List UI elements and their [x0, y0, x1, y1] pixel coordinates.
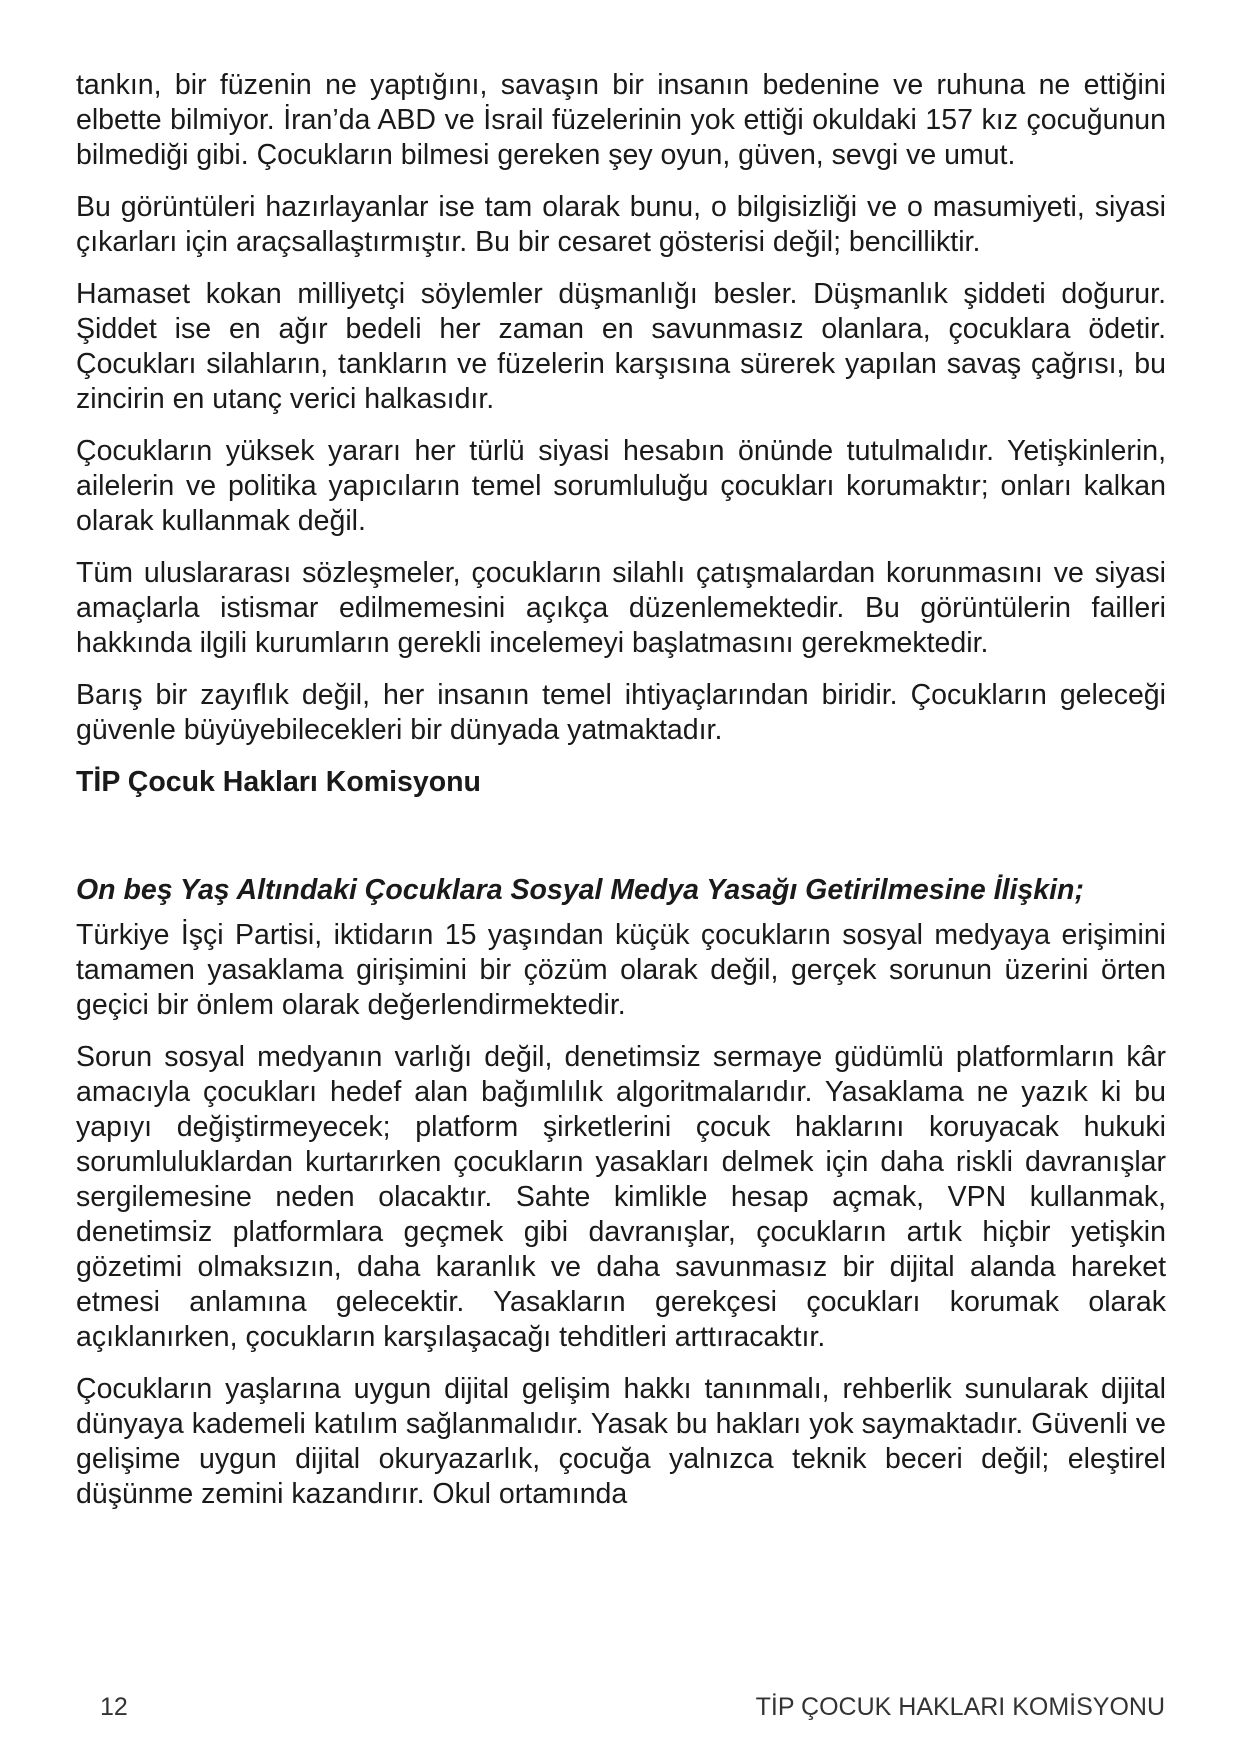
page-number: 12 [100, 1693, 128, 1721]
paragraph: Türkiye İşçi Partisi, iktidarın 15 yaşından küçük çocukların sosyal medyaya erişimini tamamen yasaklama girişimini bir çözüm olarak değil, gerçek sorunun üzerini örten geçici bir önlem olarak değerlendirmektedir. [76, 919, 1166, 1021]
paragraph: Çocukların yaşlarına uygun dijital gelişim hakkı tanınmalı, rehberlik sunularak dijital dünyaya kademeli katılım sağlanmalıdır. Yasak bu hakları yok saymaktadır. Güvenli ve gelişime uygun dijital okuryazarlık, çocuğa yalnızca teknik beceri değil; eleştirel düşünme zemini kazandırır. Okul ortamında [76, 1373, 1166, 1510]
paragraph: Sorun sosyal medyanın varlığı değil, denetimsiz sermaye güdümlü platformların kâr amacıyla çocukları hedef alan bağımlılık algoritmalarıdır. Yasaklama ne yazık ki bu yapıyı değiştirmeyecek; platform şirketlerini çocuk haklarını koruyacak hukuki sorumluluklardan kurtarırken çocukların yasakları delmek için daha riskli davranışlar sergilemesine neden olacaktır. Sahte kimlikle hesap açmak, VPN kullanmak, denetimsiz platformlara geçmek gibi davranışlar, çocukların artık hiçbir yetişkin gözetimi olmaksızın, daha karanlık ve daha savunmasız bir dijital alanda hareket etmesi anlamına gelecektir. Yasakların gerekçesi çocukları korumak olarak açıklanırken, çocukların karşılaşacağı tehditleri arttıracaktır. [76, 1041, 1166, 1353]
paragraph: tankın, bir füzenin ne yaptığını, savaşın bir insanın bedenine ve ruhuna ne ettiğini elbette bilmiyor. İran’da ABD ve İsrail füzelerinin yok ettiği okuldaki 157 kız çocuğunun bilmediği gibi. Çocukların bilmesi gereken şey oyun, güven, sevgi ve umut. [76, 69, 1166, 171]
paragraph: Hamaset kokan milliyetçi söylemler düşmanlığı besler. Düşmanlık şiddeti doğurur. Şiddet ise en ağır bedeli her zaman en savunmasız olanlara, çocuklara ödetir. Çocukları silahların, tankların ve füzelerin karşısına sürerek yapılan savaş çağrısı, bu zincirin en utanç verici halkasıdır. [76, 278, 1166, 415]
paragraph: Bu görüntüleri hazırlayanlar ise tam olarak bunu, o bilgisizliği ve o masumiyeti, siyasi çıkarları için araçsallaştırmıştır. Bu bir cesaret gösterisi değil; bencilliktir. [76, 191, 1166, 258]
paragraph: Barış bir zayıflık değil, her insanın temel ihtiyaçlarından biridir. Çocukların geleceği güvenle büyüyebilecekleri bir dünyada yatmaktadır. [76, 679, 1166, 746]
paragraph: Tüm uluslararası sözleşmeler, çocukların silahlı çatışmalardan korunmasını ve siyasi amaçlarla istismar edilmemesini açıkça düzenlemektedir. Bu görüntülerin failleri hakkında ilgili kurumların gerekli incelemeyi başlatmasını gerekmektedir. [76, 557, 1166, 659]
section-heading: On beş Yaş Altındaki Çocuklara Sosyal Medya Yasağı Getirilmesine İlişkin; [76, 874, 1084, 906]
running-title: TİP ÇOCUK HAKLARI KOMİSYONU [755, 1693, 1165, 1721]
signature: TİP Çocuk Hakları Komisyonu [76, 766, 481, 798]
page-body [76, 68, 1166, 1529]
page-footer [100, 1692, 1165, 1722]
paragraph: Çocukların yüksek yararı her türlü siyasi hesabın önünde tutulmalıdır. Yetişkinlerin, ailelerin ve politika yapıcıların temel sorumluluğu çocukları korumaktır; onları kalkan olarak kullanmak değil. [76, 435, 1166, 537]
